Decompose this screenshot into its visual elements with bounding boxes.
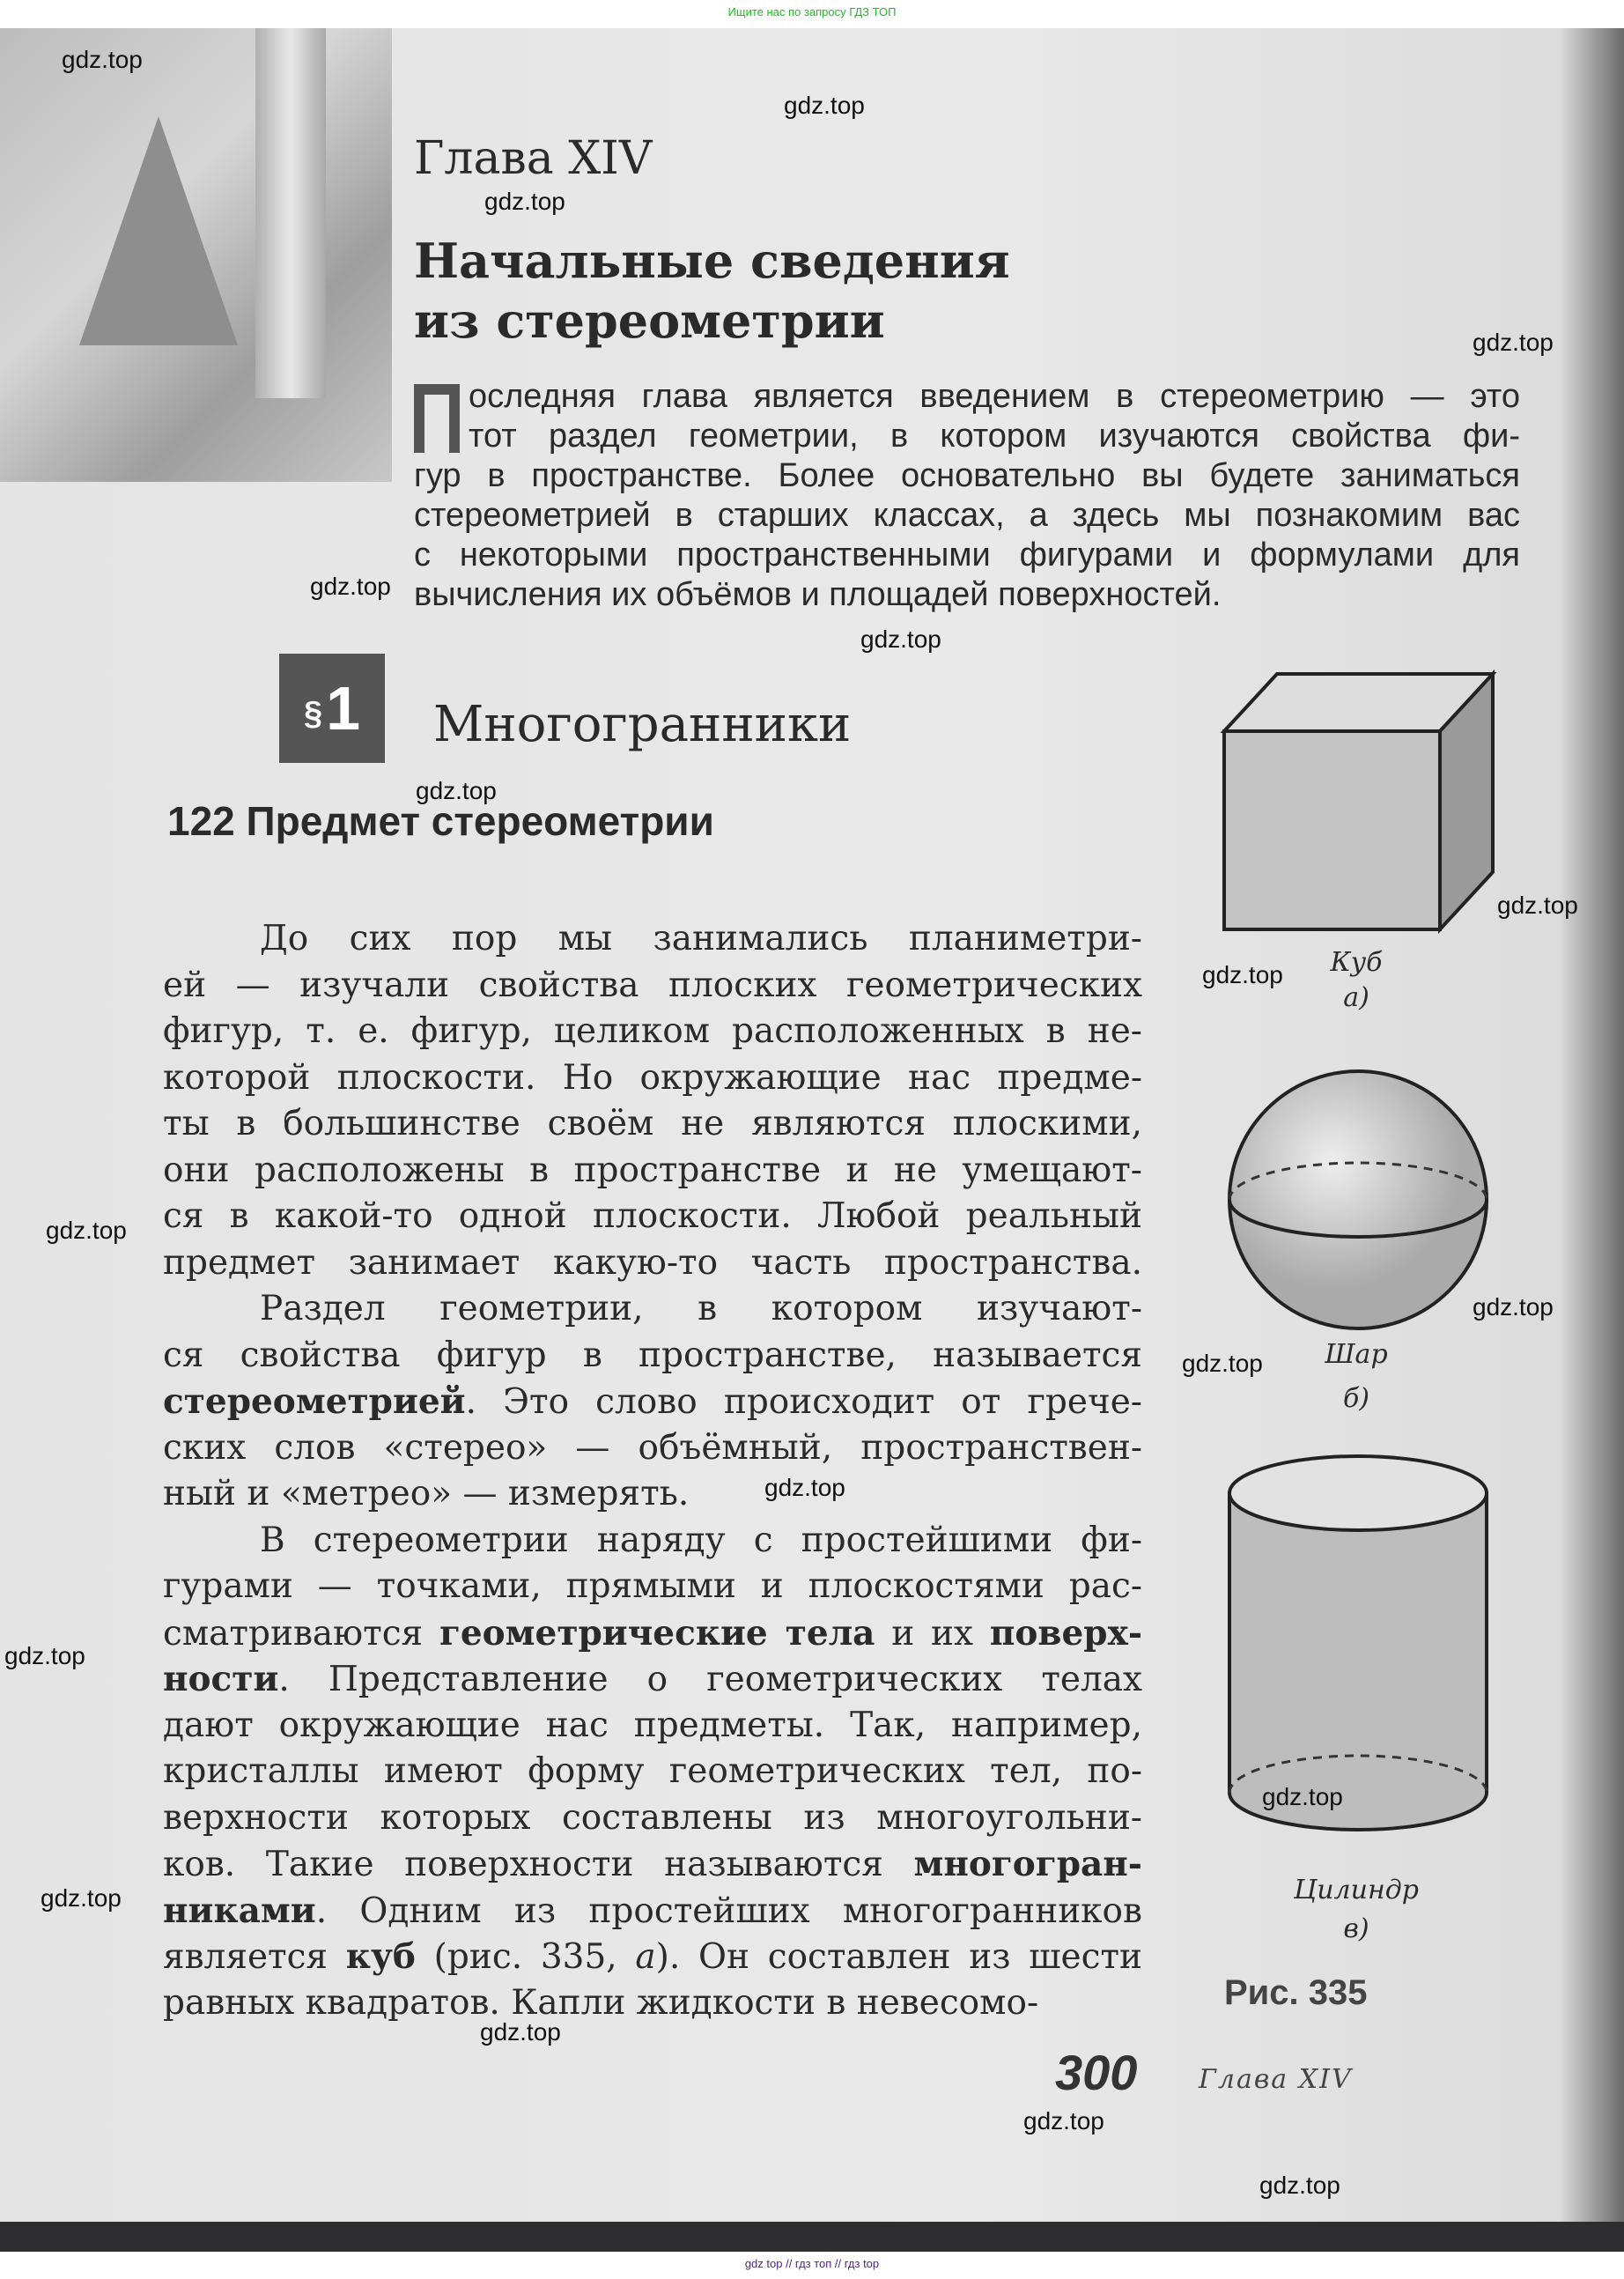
body-line (163, 1379, 1142, 1425)
section-title: Многогранники (433, 696, 852, 753)
watermark: gdz.top (416, 777, 497, 804)
page-number: 300 (1055, 2045, 1138, 2100)
text-run: . Это слово происходит от грече- (465, 1382, 1142, 1422)
text-run: они расположены в пространстве и не умещают- (163, 1150, 1142, 1190)
body-line (163, 1934, 1142, 1980)
sphere-figure (1224, 1066, 1493, 1335)
body-line (163, 1333, 1142, 1380)
body-line (163, 1703, 1142, 1750)
section-number: 1 (326, 674, 361, 743)
intro-line: вычисления их объёмов и площадей поверхностей. (414, 576, 1222, 613)
body-line (163, 1055, 1142, 1102)
watermark: gdz.top (1023, 2107, 1104, 2135)
body-line (163, 1101, 1142, 1148)
watermark: gdz.top (1473, 1293, 1554, 1321)
watermark: gdz.top (1473, 329, 1554, 356)
watermark: gdz.top (784, 92, 865, 119)
bold-term: стереометрией (163, 1381, 466, 1422)
bottom-banner: gdz top // гдз топ // гдз top (744, 2257, 880, 2270)
figure-caption: Рис. 335 (1224, 1973, 1368, 2012)
cylinder-shape (255, 28, 326, 398)
text-run: (рис. 335, (415, 1937, 636, 1977)
top-banner: Ищите нас по запросу ГДЗ ТОП (727, 5, 897, 18)
figure-label: Шар (1325, 1339, 1388, 1370)
body-line (163, 1148, 1142, 1195)
body-line (163, 1564, 1142, 1610)
intro-line: гур в пространстве. Более основательно вы будете заниматься (414, 457, 1520, 494)
body-line (163, 1656, 1142, 1703)
watermark: gdz.top (62, 46, 143, 73)
watermark: gdz.top (860, 625, 941, 653)
bold-term: ности (163, 1659, 279, 1699)
text-run: ских слов «стерео» — объёмный, пространствен- (163, 1427, 1142, 1468)
body-text (163, 916, 1142, 2026)
body-line (163, 1194, 1142, 1240)
text-run: является (163, 1937, 346, 1977)
figure-label: Цилиндр (1294, 1875, 1419, 1905)
body-line (163, 1240, 1142, 1287)
body-line (163, 1471, 1142, 1518)
text-run: кристаллы имеют форму геометрических тел, по- (163, 1751, 1142, 1791)
watermark: gdz.top (41, 1884, 122, 1912)
chapter-title-line: из стереометрии (414, 292, 885, 349)
body-line (163, 1980, 1142, 2027)
text-run: и их (875, 1613, 990, 1654)
watermark: gdz.top (4, 1642, 85, 1669)
intro-line: тот раздел геометрии, в котором изучаются свойства фи- (469, 418, 1520, 455)
figure-label: Куб (1330, 947, 1383, 978)
cone-shape (79, 116, 238, 345)
text-run: ся свойства фигур в пространстве, называется (163, 1335, 1142, 1375)
figure-letter: в) (1343, 1913, 1369, 1944)
body-line (163, 1286, 1142, 1333)
text-run: До сих пор мы занимались планиметри- (260, 919, 1142, 958)
text-run: предмет занимает какую-то часть пространства. (163, 1242, 1142, 1283)
body-line (163, 1749, 1142, 1795)
bold-term: многогран- (913, 1844, 1142, 1884)
watermark: gdz.top (1202, 961, 1283, 988)
chapter-title (414, 231, 1010, 351)
text-run: Раздел геометрии, в котором изучают- (260, 1289, 1142, 1328)
watermark: gdz.top (310, 573, 391, 600)
bold-term: никами (163, 1890, 316, 1931)
text-run: дают окружающие нас предметы. Так, например, (163, 1705, 1142, 1745)
running-footer-chapter: Глава XIV (1199, 2064, 1353, 2095)
watermark: gdz.top (46, 1217, 127, 1244)
text-run: . Представление о геометрических телах (278, 1660, 1142, 1699)
text-run: . Одним из простейших многогранников (315, 1891, 1142, 1931)
text-run: равных квадратов. Капли жидкости в невесомо- (163, 1982, 1039, 2023)
paragraph-title: Предмет стереометрии (246, 798, 714, 844)
intro-line: стереометрией в старших классах, а здесь мы познакомим вас (414, 497, 1520, 534)
chapter-title-line: Начальные сведения (414, 233, 1010, 289)
text-run: а (635, 1937, 656, 1977)
text-run: гурами — точками, прямыми и плоскостями рас- (163, 1566, 1142, 1606)
chapter-label: Глава XIV (414, 132, 653, 185)
text-run: ). Он составлен из шести (655, 1937, 1143, 1977)
body-line (163, 1009, 1142, 1055)
body-line (163, 916, 1142, 963)
bold-term: геометрические тела (439, 1612, 875, 1654)
watermark: gdz.top (1497, 892, 1578, 919)
figure-letter: а) (1343, 982, 1369, 1013)
paragraph-number: 122 (167, 798, 235, 844)
watermark: gdz.top (484, 188, 565, 215)
watermark: gdz.top (1182, 1350, 1263, 1377)
cube-figure (1215, 661, 1506, 943)
bold-term: поверх- (989, 1612, 1143, 1654)
text-run: сматриваются (163, 1613, 439, 1654)
intro-line: оследняя глава является введением в стереометрию — это (469, 378, 1520, 415)
text-run: которой плоскости. Но окружающие нас предме- (163, 1057, 1142, 1098)
chapter-intro (414, 377, 1520, 615)
intro-line: с некоторыми пространственными фигурами и формулами для (414, 536, 1520, 573)
text-run: ков. Такие поверхности называются (163, 1845, 914, 1884)
text-run: ный и «метрео» — измерять. (163, 1474, 690, 1513)
body-line (163, 1425, 1142, 1472)
text-run: ей — изучали свойства плоских геометрических (163, 965, 1142, 1005)
scan-edge (0, 2222, 1624, 2252)
dropcap-letter (414, 384, 460, 453)
bold-term: куб (345, 1936, 416, 1977)
text-run: верхности которых составлены из многоугольни- (163, 1797, 1142, 1838)
text-run: фигур, т. е. фигур, целиком расположенных в не- (163, 1011, 1142, 1051)
watermark: gdz.top (1259, 2172, 1340, 2199)
watermark: gdz.top (480, 2018, 561, 2046)
text-run: В стереометрии наряду с простейшими фи- (260, 1520, 1142, 1560)
figure-letter: б) (1342, 1383, 1369, 1414)
body-line (163, 1841, 1142, 1888)
body-line (163, 1888, 1142, 1935)
body-line (163, 1610, 1142, 1657)
section-symbol: § (303, 694, 323, 732)
watermark: gdz.top (764, 1474, 845, 1501)
body-line (163, 1518, 1142, 1565)
watermark: gdz.top (1262, 1783, 1343, 1810)
section-badge (279, 654, 385, 763)
text-run: ся в какой-то одной плоскости. Любой реальный (163, 1196, 1142, 1236)
body-line (163, 1795, 1142, 1842)
body-line (163, 963, 1142, 1010)
chapter-illustration (0, 28, 392, 482)
text-run: ты в большинстве своём не являются плоскими, (163, 1104, 1142, 1143)
